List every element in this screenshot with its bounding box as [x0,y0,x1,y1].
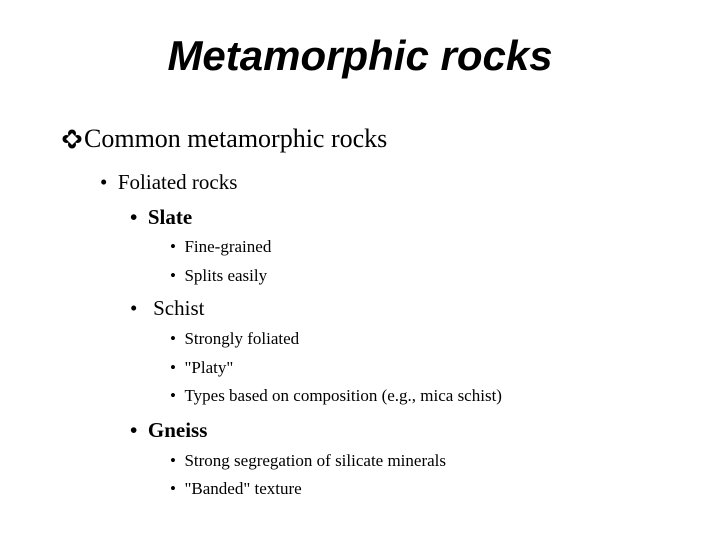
schist-point [170,386,502,406]
slate-item [130,204,192,230]
slate-point-text: Splits easily [184,266,268,285]
bullet-icon: • [130,205,138,229]
bullet-icon: • [170,266,176,285]
gneiss-point-text: Strong segregation of silicate minerals [184,451,446,470]
slate-point-text: Fine-grained [184,237,272,256]
outline-heading-text: Common metamorphic rocks [84,124,388,153]
gneiss-label: Gneiss [147,418,208,442]
gneiss-point-text: "Banded" texture [184,479,302,498]
gneiss-item [130,417,207,443]
slide-title: Metamorphic rocks [167,32,553,79]
gneiss-point [170,479,302,499]
schist-label: Schist [153,296,205,320]
schist-item [130,295,204,321]
schist-point [170,358,233,378]
outline-heading [62,124,387,154]
bullet-icon: • [130,296,138,320]
bullet-icon: • [170,479,176,498]
bullet-icon: • [170,329,176,348]
slate-point [170,237,271,257]
slate-point [170,266,267,286]
schist-point-text: "Platy" [184,358,234,377]
schist-point-text: Types based on composition (e.g., mica schist) [184,386,502,405]
schist-point-text: Strongly foliated [184,329,300,348]
foliated-item [100,169,237,195]
bullet-icon: • [130,418,138,442]
bullet-icon: • [170,451,176,470]
bullet-icon: • [100,170,108,194]
diamond-bullet-icon [62,129,82,149]
bullet-icon: • [170,358,176,377]
foliated-label: Foliated rocks [117,170,238,194]
bullet-icon: • [170,386,176,405]
bullet-icon: • [170,237,176,256]
schist-point [170,329,299,349]
slate-label: Slate [147,205,193,229]
gneiss-point [170,451,446,471]
